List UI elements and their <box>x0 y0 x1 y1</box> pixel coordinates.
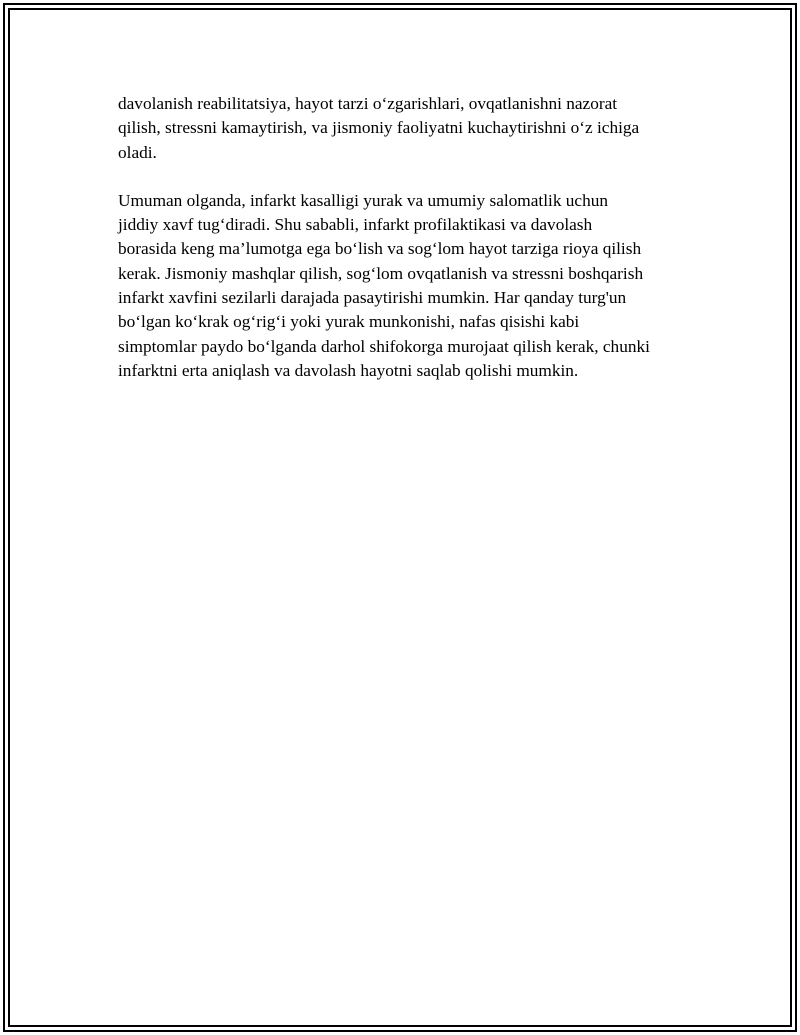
paragraph-1 <box>118 92 698 165</box>
text-line: simptomlar paydo bo‘lganda darhol shifokorga murojaat qilish kerak, chunki <box>118 336 650 356</box>
text-line: oladi. <box>118 142 157 162</box>
text-line: kerak. Jismoniy mashqlar qilish, sog‘lom ovqatlanish va stressni boshqarish <box>118 263 644 283</box>
document-body <box>118 92 698 407</box>
paragraph-2 <box>118 189 698 383</box>
text-line: Umuman olganda, infarkt kasalligi yurak va umumiy salomatlik uchun <box>118 190 609 210</box>
text-line: infarkt xavfini sezilarli darajada pasaytirishi mumkin. Har qanday turg'un <box>118 288 627 308</box>
text-line: bo‘lgan ko‘krak og‘rig‘i yoki yurak munkonishi, nafas qisishi kabi <box>118 312 580 332</box>
text-line: jiddiy xavf tug‘diradi. Shu sababli, infarkt profilaktikasi va davolash <box>118 215 593 235</box>
text-line: qilish, stressni kamaytirish, va jismoniy faoliyatni kuchaytirishni o‘z ichiga <box>118 118 640 138</box>
text-line: borasida keng ma’lumotga ega bo‘lish va sog‘lom hayot tarziga rioya qilish <box>118 239 642 259</box>
text-line: infarktni erta aniqlash va davolash hayotni saqlab qolishi mumkin. <box>118 360 579 380</box>
text-line: davolanish reabilitatsiya, hayot tarzi o‘zgarishlari, ovqatlanishni nazorat <box>118 94 618 113</box>
